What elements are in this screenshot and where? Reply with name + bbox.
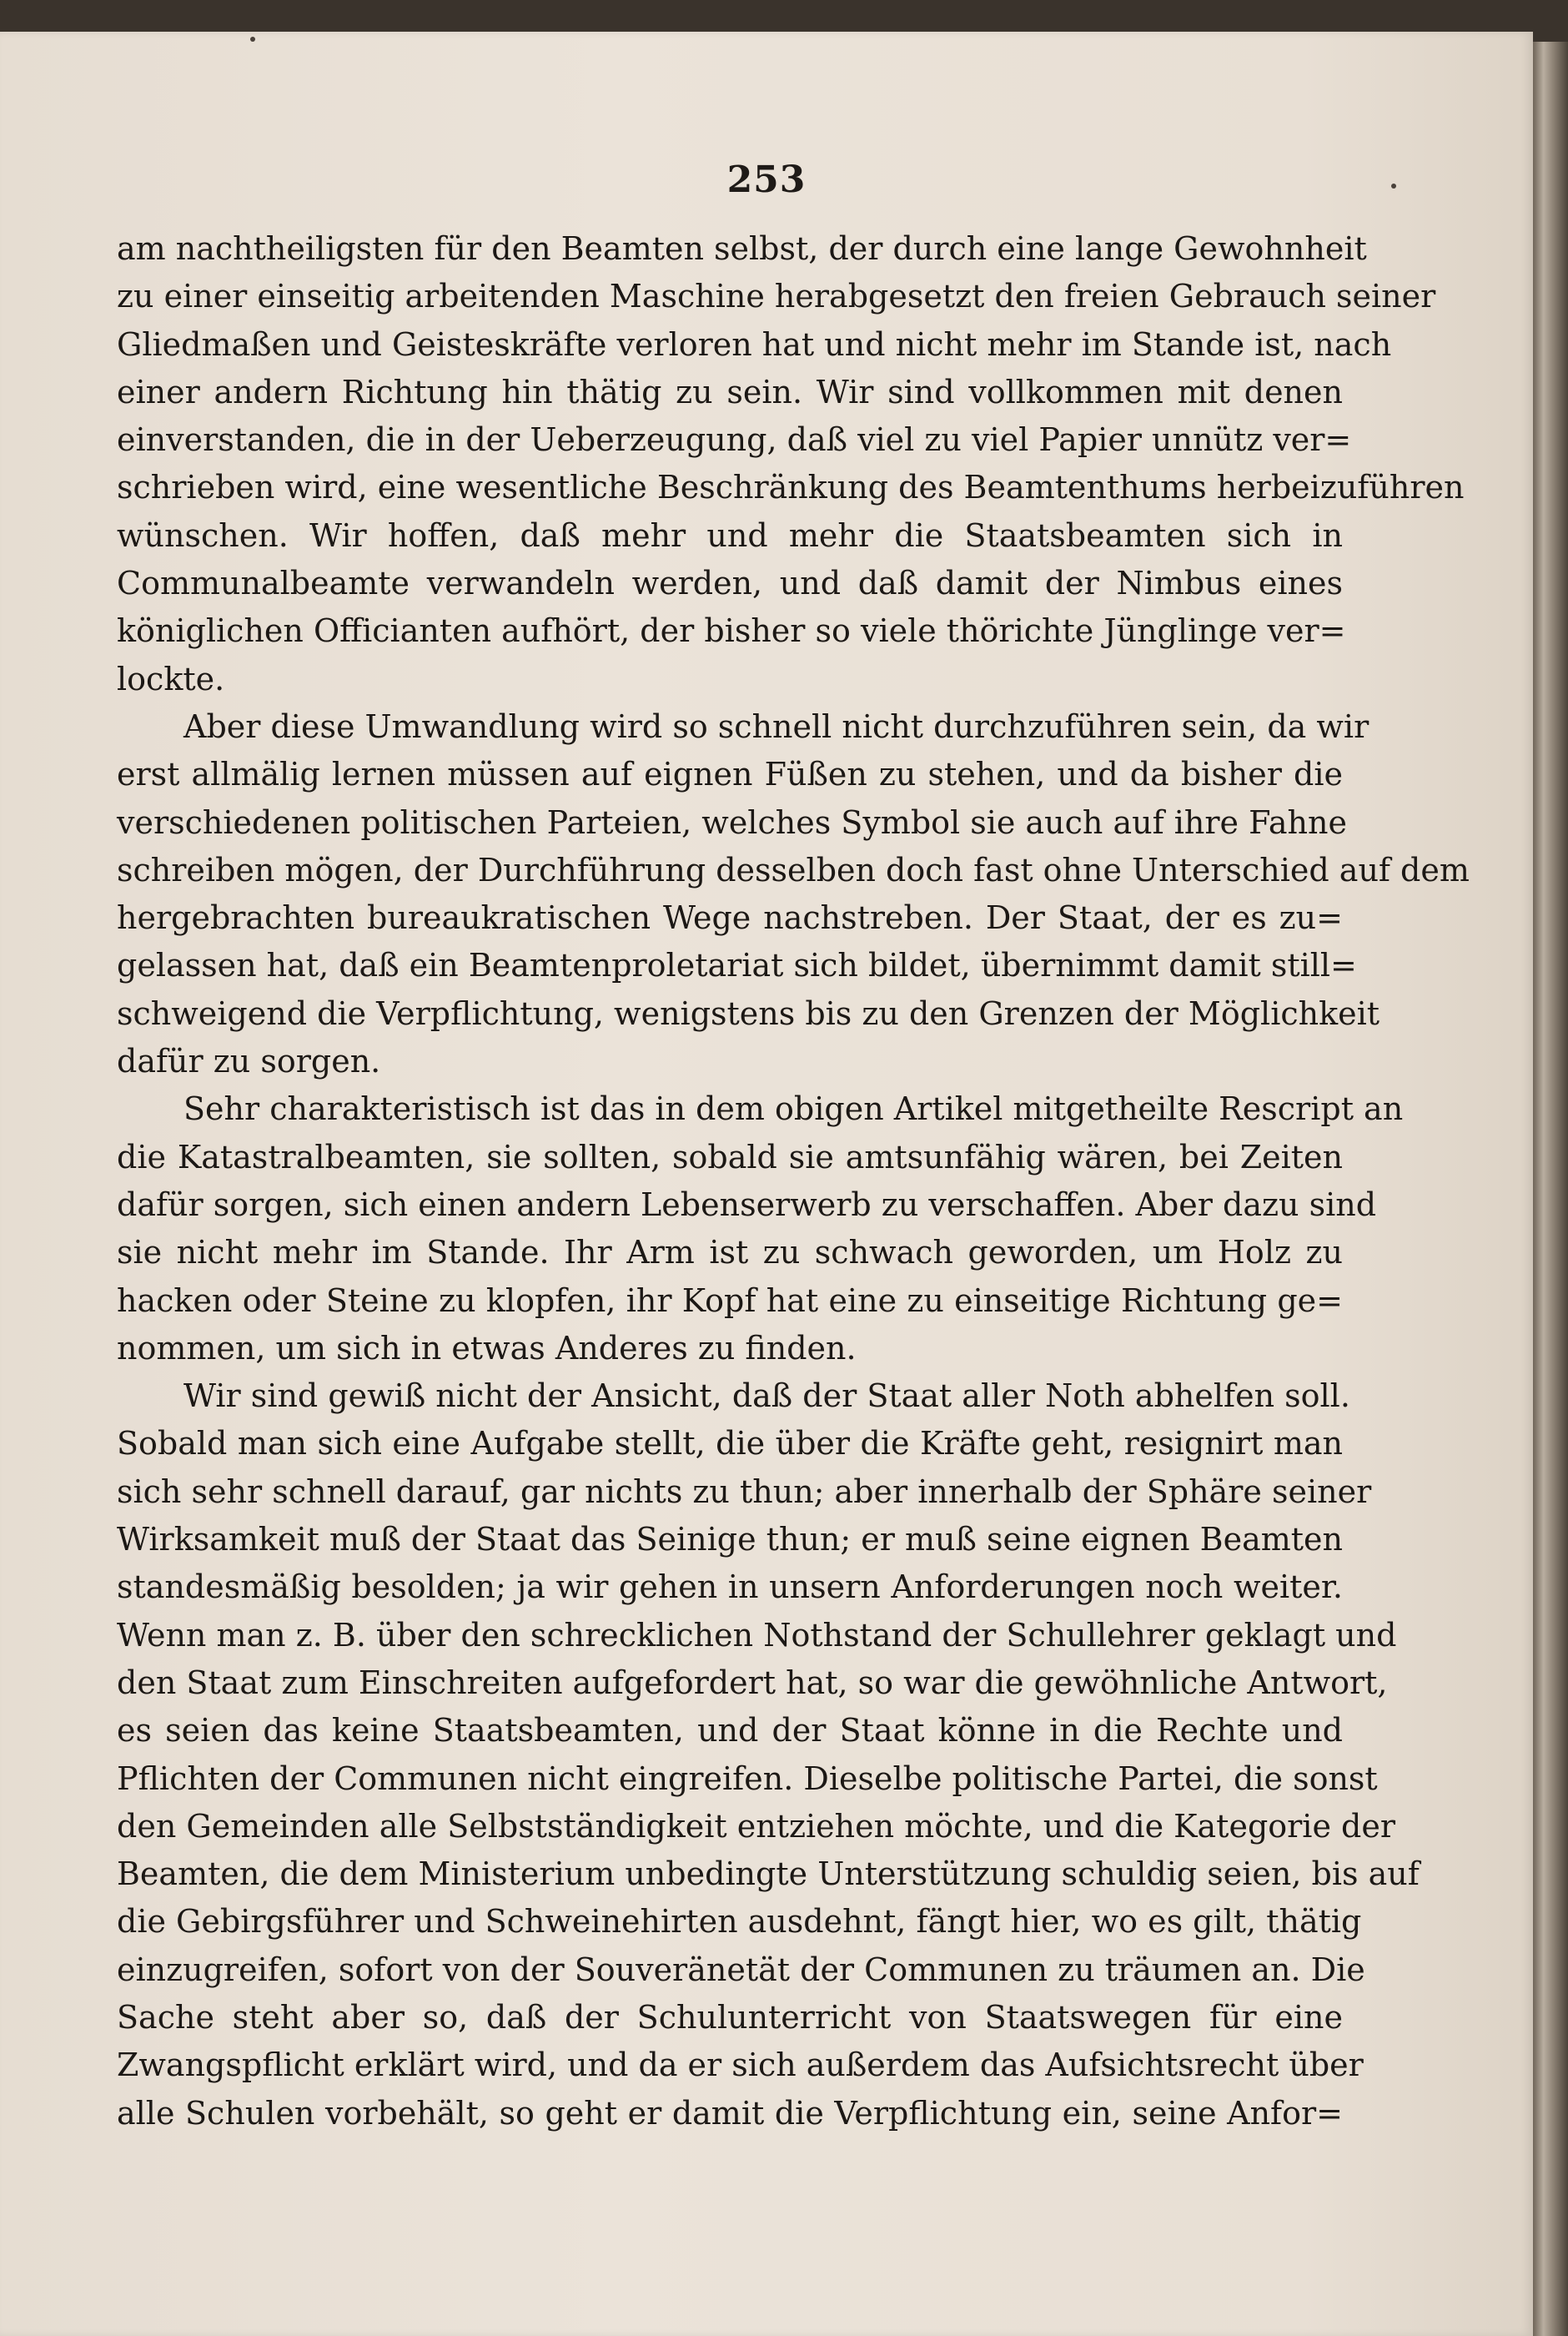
text-line: Gliedmaßen und Geisteskräfte verloren hat und nicht mehr im Stande ist, nach — [117, 325, 1392, 363]
text-line: die Gebirgsführer und Schweinehirten ausdehnt, fängt hier, wo es gilt, thätig — [117, 1903, 1362, 1941]
text-line: erst allmälig lernen müssen auf eignen Füßen zu stehen, und da bisher die — [117, 756, 1343, 793]
text-line: sie nicht mehr im Stande. Ihr Arm ist zu schwach geworden, um Holz zu — [117, 1234, 1343, 1271]
paragraph-1 — [117, 225, 1465, 703]
text-line: am nachtheiligsten für den Beamten selbst, der durch eine lange Gewohnheit — [117, 230, 1367, 267]
text-line: die Katastralbeamten, sie sollten, sobald sie amtsunfähig wären, bei Zeiten — [117, 1138, 1343, 1176]
page-number: 253 — [726, 159, 807, 201]
text-line: verschiedenen politischen Parteien, welches Symbol sie auch auf ihre Fahne — [117, 803, 1347, 841]
text-line: hacken oder Steine zu klopfen, ihr Kopf hat eine zu einseitige Richtung ge= — [117, 1281, 1343, 1319]
text-line: Wir sind gewiß nicht der Ansicht, daß der Staat aller Noth abhelfen soll. — [183, 1377, 1350, 1415]
text-line: Sehr charakteristisch ist das in dem obigen Artikel mitgetheilte Rescript an — [183, 1090, 1404, 1128]
page-edge — [1533, 42, 1568, 2336]
text-line: schrieben wird, eine wesentliche Beschränkung des Beamtenthums herbeizuführen — [117, 469, 1465, 506]
paragraph-3 — [117, 1085, 1404, 1372]
text-line: schweigend die Verpflichtung, wenigstens bis zu den Grenzen der Möglichkeit — [117, 994, 1380, 1032]
text-line: wünschen. Wir hoffen, daß mehr und mehr die Staatsbeamten sich in — [117, 516, 1343, 554]
text-line: Sobald man sich eine Aufgabe stellt, die über die Kräfte geht, resignirt man — [117, 1425, 1343, 1463]
text-line: Pflichten der Communen nicht eingreifen. Dieselbe politische Partei, die sonst — [117, 1760, 1378, 1797]
text-line: schreiben mögen, der Durchführung desselben doch fast ohne Unterschied auf dem — [117, 851, 1470, 889]
text-line: königlichen Officianten aufhört, der bisher so viele thörichte Jünglinge ver= — [117, 612, 1346, 650]
text-line: den Staat zum Einschreiten aufgefordert hat, so war die gewöhnliche Antwort, — [117, 1664, 1388, 1701]
text-line: standesmäßig besolden; ja wir gehen in unsern Anforderungen noch weiter. — [117, 1568, 1343, 1606]
text-line: Communalbeamte verwandeln werden, und daß damit der Nimbus eines — [117, 565, 1343, 602]
text-line: dafür zu sorgen. — [117, 1043, 381, 1080]
text-line: Wenn man z. B. über den schrecklichen Nothstand der Schullehrer geklagt und — [117, 1616, 1397, 1654]
text-line: alle Schulen vorbehält, so geht er damit die Verpflichtung ein, seine Anfor= — [117, 2094, 1343, 2132]
paragraph-2 — [117, 703, 1470, 1085]
text-line: Wirksamkeit muß der Staat das Seinige thun; er muß seine eignen Beamten — [117, 1521, 1343, 1558]
text-line: zu einer einseitig arbeitenden Maschine herabgesetzt den freien Gebrauch seiner — [117, 278, 1436, 315]
text-line: einverstanden, die in der Ueberzeugung, daß viel zu viel Papier unnütz ver= — [117, 421, 1352, 459]
text-line: Aber diese Umwandlung wird so schnell nicht durchzuführen sein, da wir — [183, 707, 1369, 745]
text-line: nommen, um sich in etwas Anderes zu finden. — [117, 1329, 857, 1367]
text-line: Beamten, die dem Ministerium unbedingte Unterstützung schuldig seien, bis auf — [117, 1855, 1420, 1893]
text-line: gelassen hat, daß ein Beamtenproletariat sich bildet, übernimmt damit still= — [117, 947, 1357, 984]
text-line: dafür sorgen, sich einen andern Lebenserwerb zu verschaffen. Aber dazu sind — [117, 1186, 1377, 1223]
text-line: hergebrachten bureaukratischen Wege nachstreben. Der Staat, der es zu= — [117, 899, 1343, 937]
text-line: einer andern Richtung hin thätig zu sein. Wir sind vollkommen mit denen — [117, 373, 1343, 410]
text-line: Zwangspflicht erklärt wird, und da er sich außerdem das Aufsichtsrecht über — [117, 2047, 1364, 2084]
text-line: Sache steht aber so, daß der Schulunterricht von Staatswegen für eine — [117, 1998, 1343, 2036]
text-line: den Gemeinden alle Selbstständigkeit entziehen möchte, und die Kategorie der — [117, 1807, 1396, 1845]
ink-speck — [250, 37, 255, 42]
text-line: es seien das keine Staatsbeamten, und der Staat könne in die Rechte und — [117, 1712, 1343, 1749]
text-line: lockte. — [117, 660, 225, 697]
paragraph-4 — [117, 1372, 1420, 2137]
text-line: einzugreifen, sofort von der Souveränetät der Communen zu träumen an. Die — [117, 1951, 1365, 1988]
body-text — [117, 225, 1470, 2137]
text-line: sich sehr schnell darauf, gar nichts zu thun; aber innerhalb der Sphäre seiner — [117, 1473, 1372, 1510]
